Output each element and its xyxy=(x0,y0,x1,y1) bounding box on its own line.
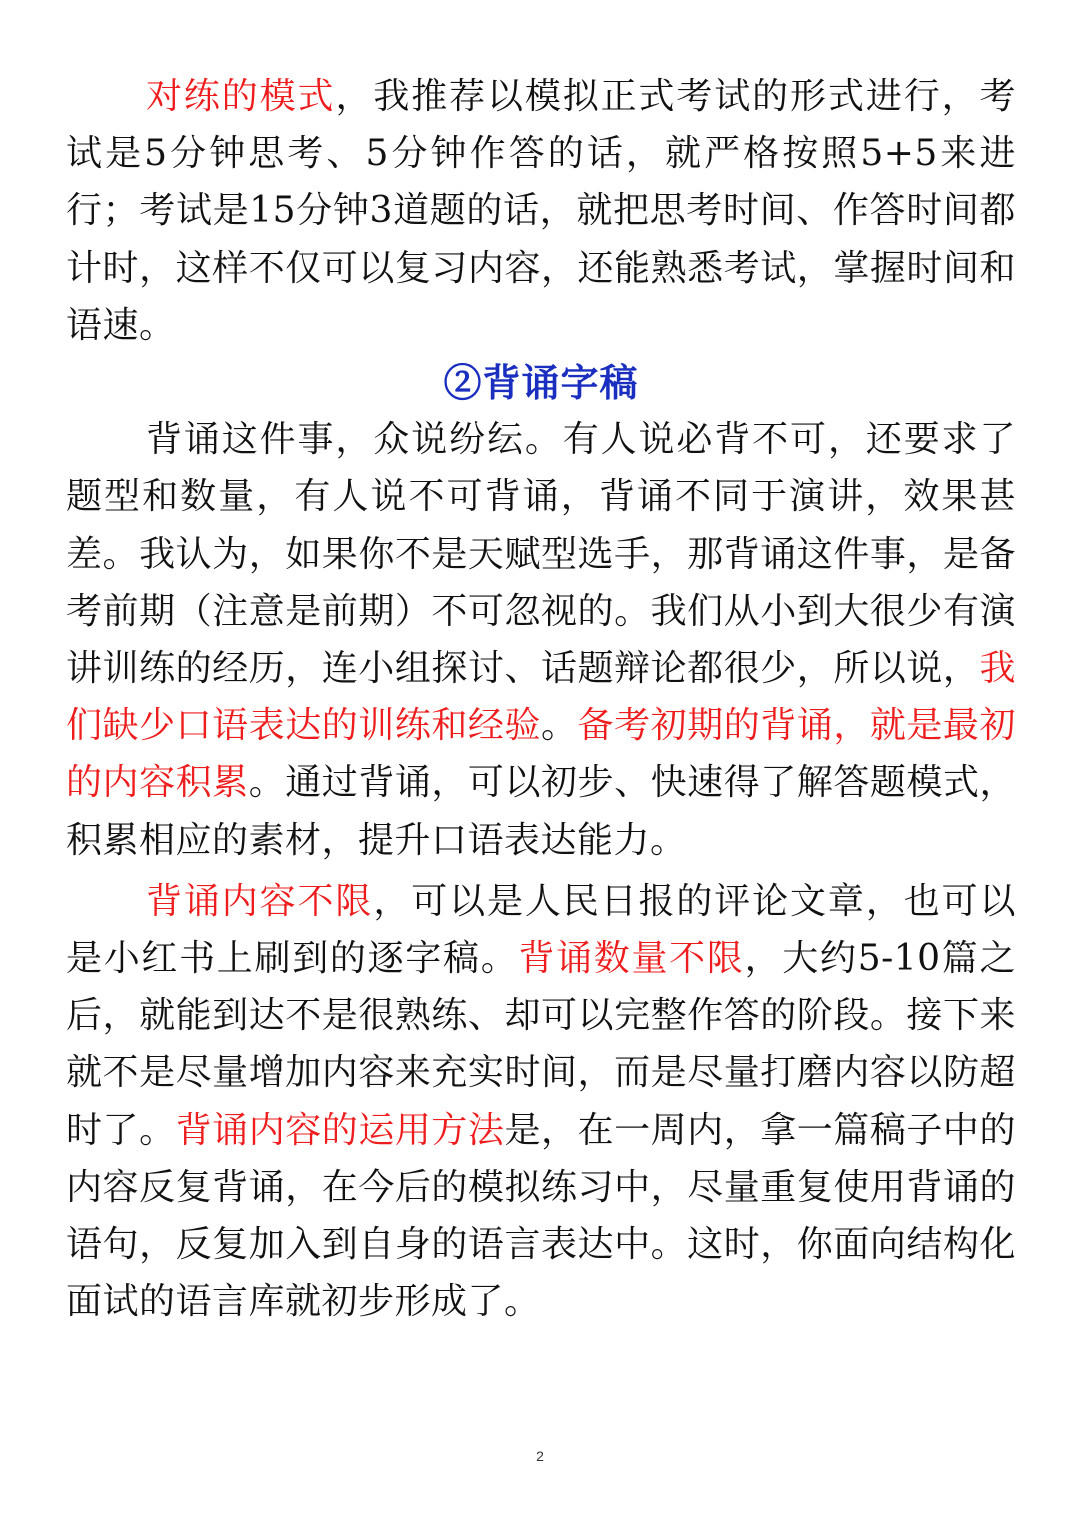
body-text: 是，在一周内，拿一篇稿子中的内容反复背诵，在今后的模拟练习中，尽量重复使用背诵的语句，反复加入到自身的语言表达中。这时，你面向结构化面试的语言库就初步形成了。 xyxy=(66,1109,1016,1323)
section-heading: ②背诵字稿 xyxy=(443,360,639,406)
highlight-text: 背诵内容不限 xyxy=(146,880,374,922)
page-number: 2 xyxy=(536,1448,544,1464)
highlight-text: 对练的模式 xyxy=(146,76,336,117)
paragraph-recitation xyxy=(66,411,1016,869)
highlight-text: 背诵内容的运用方法 xyxy=(175,1109,505,1151)
paragraph-practice-mode xyxy=(66,68,1016,354)
body-text: 背诵这件事，众说纷纭。有人说必背不可，还要求了题型和数量，有人说不可背诵，背诵不同于演讲，效果甚差。我认为，如果你不是天赋型选手，那背诵这件事，是备考前期（注意是前期）不可忽视的。我们从小到大很少有演讲训练的经历，连小组探讨、话题辩论都很少，所以说， xyxy=(66,419,1016,690)
body-text: ，我推荐以模拟正式考试的形式进行，考试是5分钟思考、5分钟作答的话，就严格按照5+5来进行；考试是15分钟3道题的话，就把思考时间、作答时间都计时，这样不仅可以复习内容，还能熟悉考试，掌握时间和语速。 xyxy=(66,76,1016,346)
body-text: ，可以是人民日报的评论文章，也可以是小红书上刷到的逐字稿。 xyxy=(66,880,1016,980)
highlight-text: 背诵数量不限 xyxy=(518,938,745,980)
highlight-text: 我们缺少口语表达的训练和经验 xyxy=(66,648,1016,747)
body-text: 。 xyxy=(541,705,578,747)
body-text: 。通过背诵，可以初步、快速得了解答题模式，积累相应的素材，提升口语表达能力。 xyxy=(66,762,1016,861)
body-text: ，大约5-10篇之后，就能到达不是很熟练、却可以完整作答的阶段。接下来就不是尽量增加内容来充实时间，而是尽量打磨内容以防超时了。 xyxy=(66,938,1016,1151)
paragraph-recitation-method xyxy=(66,873,1016,1331)
highlight-text: 备考初期的背诵，就是最初的内容积累 xyxy=(66,705,1016,804)
document-page xyxy=(66,68,1016,1330)
